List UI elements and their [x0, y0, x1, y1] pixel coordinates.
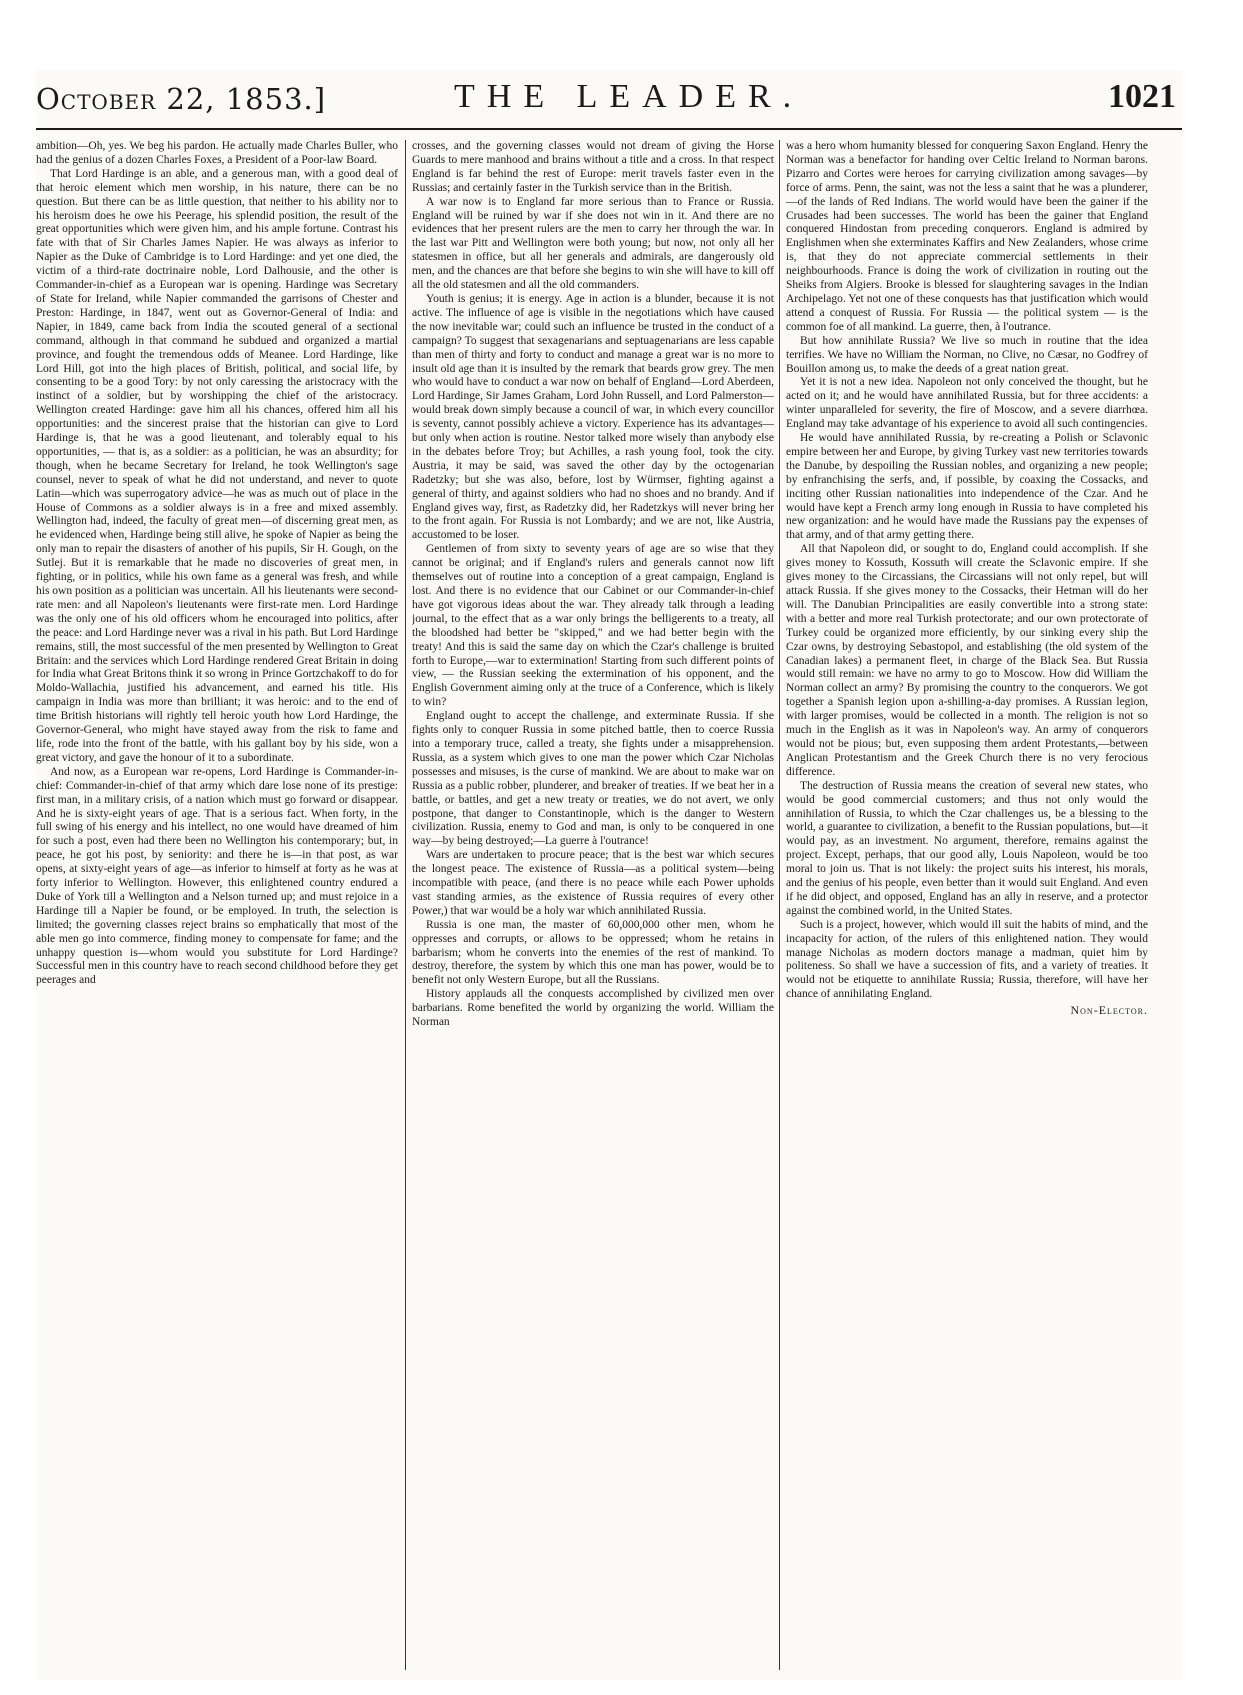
- column-3: [786, 140, 1148, 1670]
- paragraph: was a hero whom humanity blessed for conquering Saxon England. Henry the Norman was a benefactor for handing over Celtic Ireland to Norman barons. Pizarro and Cortes were heroes for carrying civilization among savages—by force of arms. Penn, the saint, was not the less a saint that he was a plunderer,—of the lands of Red Indians. The world would have been the gainer if the Crusades had been successes. The world has been the gainer that England conquered Hindostan from preceding conquerors. England is admired by Englishmen when she exterminates Kaffirs and New Zealanders, whose crime is, that they do not appreciate commercial settlements in their neighbourhoods. France is doing the work of civilization in routing out the Sheiks from Algiers. Brooke is blessed for slaughtering savages in the Indian Archipelago. Yet not one of these conquests has that justification which would attend a conquest of Russia. For Russia — the political system — is the common foe of all mankind. La guerre, then, à l'outrance.: [786, 140, 1148, 333]
- paragraph: The destruction of Russia means the creation of several new states, who would be good commercial customers; and thus not only would the annihilation of Russia, to which the Czar challenges us, be a blessing to the world, a guarantee to civilization, a benefit to the Russian populations, but—it would pay, as an investment. No argument, therefore, remains against the project. Except, perhaps, that our good ally, Louis Napoleon, would be too moral to join us. That is not likely: the project suits his interest, his morals, and the genius of his people, even better than it would suit England. And even if he did object, and opposed, England has an ally in reserve, and a protector against the combined world, in the United States.: [786, 779, 1148, 917]
- masthead: [36, 70, 1182, 130]
- paragraph: Yet it is not a new idea. Napoleon not only conceived the thought, but he acted on it; and he would have annihilated Russia, but for three accidents: a winter unparalleled for severity, the fire of Moscow, and a severe diarrhœa. England may take advantage of his experience to avoid all such contingencies.: [786, 376, 1148, 431]
- page-number: 1021: [1108, 78, 1176, 115]
- newspaper-page: [36, 70, 1182, 1680]
- paragraph: A war now is to England far more serious than to France or Russia. England will be ruined by war if she does not win in it. And there are no evidences that her present rulers are the men to carry her through the war. In the last war Pitt and Wellington were both young; but now, not only all her statesmen in office, but all her generals and admirals, are dangerously old men, and the chances are that before she begins to win she will have to kill off all the old statesmen and all the old commanders.: [412, 195, 774, 292]
- paragraph: crosses, and the governing classes would not dream of giving the Horse Guards to mere manhood and brains without a title and a cross. In that respect England is far behind the rest of Europe: merit travels faster even in the Russias; and certainly faster in the Turkish service than in the British.: [412, 140, 774, 194]
- paragraph: ambition—Oh, yes. We beg his pardon. He actually made Charles Buller, who had the genius of a dozen Charles Foxes, a President of a Poor-law Board.: [36, 140, 398, 166]
- author-signature: Non-Elector.: [1070, 1003, 1148, 1018]
- column-divider: [405, 140, 406, 1670]
- paragraph: All that Napoleon did, or sought to do, England could accomplish. If she gives money to Kossuth, Kossuth will create the Sclavonic empire. If she gives money to the Circassians, the Circassians will not only repel, but will attack Russia. If she gives money to the Cossacks, their Hetman will do her will. The Danubian Principalities are easily convertible into a strong state: with a better and more real Turkish protectorate; and our own protectorate of Turkey could be organized more efficiently, by our sinking every ship the Czar owns, by destroying Sebastopol, and establishing (the old system of the Canadian lakes) a permanent fleet, in charge of the Black Sea. But Russia would still remain: we have no army to go to Moscow. How did William the Norman collect an army? By promising the country to the conquerors. We got together a Spanish legion upon a-shilling-a-day promises. A Russian legion, with larger promises, would be collected in a month. The religion is not so much in the English as it was in Napoleon's way. An army of conquerors would not be pious; but, even supposing them ardent Protestants,—between Anglican Protestantism and the Greek Church there is no very ferocious difference.: [786, 543, 1148, 778]
- column-divider: [779, 140, 780, 1670]
- paragraph: England ought to accept the challenge, and exterminate Russia. If she fights only to conquer Russia in some pitched battle, then to coerce Russia into a temporary truce, called a treaty, she fights under a misapprehension. Russia, as a system which gives to one man the power which Czar Nicholas possesses and misuses, is the curse of mankind. We are about to make war on Russia as a public robber, plunderer, and breaker of treaties. If we beat her in a battle, or battles, and get a new treaty or treaties, we do not avert, we only postpone, that danger to Constantinople, which is the danger to Western civilization. Russia, enemy to God and man, is only to be conquered in one way—by being destroyed;—La guerre à l'outrance!: [412, 710, 774, 848]
- paragraph: Wars are undertaken to procure peace; that is the best war which secures the longest peace. The existence of Russia—as a political system—being incompatible with peace, (and there is no peace while each Power upholds vast standing armies, as the existence of Russia requires of every other Power,) that war would be a holy war which annihilated Russia.: [412, 849, 774, 917]
- paragraph: And now, as a European war re-opens, Lord Hardinge is Commander-in-chief: Commander-in-chief of that army which dare lose none of its prestige: first man, in a military crisis, of a nation which must go forward or disappear. And he is sixty-eight years of age. That is a serious fact. When forty, in the full swing of his energy and his intellect, no one would have dreamed of him for such a post, even had there been no Wellington his contemporary; but, in peace, he got his post, by seniority: and there he is—in that post, as war opens, at sixty-eight years of age—as inferior to himself at forty as he was at forty inferior to Wellington. However, this enlightened country endured a Duke of York till a Wellington and a Nelson turned up; and must rejoice in a Hardinge till a Napier be found, or be employed. In truth, the selection is limited; the governing classes reject brains so emphatically that most of the able men go into commerce, finding money to compensate for fame; and the unhappy question is—whom would you substitute for Lord Hardinge? Successful men in this country have to reach second childhood before they get peerages and: [36, 765, 398, 987]
- newspaper-title: THE LEADER.: [454, 78, 804, 115]
- column-1: [36, 140, 398, 1670]
- paragraph: Russia is one man, the master of 60,000,000 other men, whom he oppresses and corrupts, or allows to be oppressed; whom he retains in barbarism; whom he converts into the enemies of the rest of mankind. To destroy, therefore, the system by which this one man has power, would be to benefit not only Western Europe, but all the Russians.: [412, 918, 774, 987]
- paragraph: Gentlemen of from sixty to seventy years of age are so wise that they cannot be original; and if England's rulers and generals cannot now lift themselves out of routine into a conception of a great campaign, England is lost. And there is no evidence that our Cabinet or our Commander-in-chief have got vigorous ideas about the war. They already talk through a leading journal, to the effect that as a war only brings the belligerents to a treaty, all the bloodshed had better be "skipped," and we had better begin with the treaty! And this is said the same day on which the Czar's challenge is bruited forth to Europe,—war to extermination! Starting from such different points of view, — the Russian seeking the extermination of his opponent, and the English Government aiming only at the truce of a Conference, which is likely to win?: [412, 543, 774, 709]
- paragraph: Youth is genius; it is energy. Age in action is a blunder, because it is not active. The influence of age is visible in the negotiations which have caused the now inevitable war; could such an influence be trusted in the conduct of a campaign? To suggest that sexagenarians and septuagenarians are less capable than men of thirty and forty to conduct and manage a great war is no more to insult old age than it is insulted by the remark that beards grow grey. The men who would have to conduct a war now on behalf of England—Lord Aberdeen, Lord Hardinge, Sir James Graham, Lord John Russell, and Lord Palmerston—would break down simply because a council of war, in which every councillor is seventy, cannot possibly achieve a victory. Experience has its advantages—but only when action is routine. Nestor talked more wisely than anybody else in the debates before Troy; but Achilles, a rash young fool, took the city. Austria, it may be said, was saved the other day by the octogenarian Radetzky; but she was also, before, lost by Würmser, fighting against a general of thirty, and against soldiers who had no shoes and no brandy. And if England gives way, first, as Radetzky did, her Radetzkys will never bring her to the front again. For Russia is not Lombardy; and we are not, like Austria, accustomed to be loser.: [412, 292, 774, 542]
- article-columns: [36, 140, 1182, 1670]
- paragraph: He would have annihilated Russia, by re-creating a Polish or Sclavonic empire between her and Europe, by giving Turkey vast new territories towards the Danube, by despoiling the Russian nobles, and organizing a new people; by enfranchising the serfs, and, if possible, by coaxing the Cossacks, and inciting other Russian nationalities into independence of the Czar. And he would have kept a French army long enough in Russia to have completed his new organization: and he would have made the Russians pay the expenses of that army, and of that army getting there.: [786, 432, 1148, 542]
- paragraph: That Lord Hardinge is an able, and a generous man, with a good deal of that heroic element which men worship, in his nature, there can be no question. But there can be as little question, that neither to his ability nor to his heroism does he owe his Peerage, his splendid position, the result of the great opportunities which were given him, and his ample fortune. Contrast his fate with that of Sir Charles James Napier. He was always as inferior to Napier as the Duke of Cambridge is to Lord Hardinge: and yet one died, the victim of a third-rate doctrinaire noble, Lord Dalhousie, and the other is Commander-in-chief as a European war is opening. Hardinge was Secretary of State for Ireland, while Napier commanded the garrisons of Chester and Preston: Hardinge, in 1847, went out as Governor-General of India: and Napier, in 1849, came back from India the scouted general of a sectional command, although in that command he subdued and organized a martial province, and fought the tremendous odds of Meanee. Lord Hardinge, like Lord Hill, got into the high places of British, political, and social life, by consenting to be a good Tory: by not only caressing the aristocracy with the instinct of a soldier, but by worshipping the chief of the aristocracy. Wellington created Hardinge: gave him all his chances, offered him all his opportunities: and the sincerest praise that the historian can give to Lord Hardinge is, that he was a good lieutenant, and tolerably equal to his opportunities, — that is, as a soldier: as a politician, he was an absurdity; for though, when he became Secretary for Ireland, he took Wellington's sage counsel, never to speak of what he did not understand, and never to quote Latin—which was superrogatory advice—he was as much out of place in the House of Commons as a soldier always is in a free and mixed assembly. Wellington had, indeed, the faculty of great men—of discerning great men, as he evidenced when, Hardinge being still alive, he spoke of Napier as being the only man to repair the disasters of another of his pupils, Sir H. Gough, on the Sutlej. But it is remarkable that he made no discoveries of great men, in fighting, or in politics, while his own fame as a general was fresh, and while his own position as a politician was uncertain. All his lieutenants were second-rate men: and all Napoleon's lieutenants were first-rate men. Lord Hardinge was the only one of his old officers whom he encouraged into politics, after the peace: and Lord Hardinge never was a rival in his path. But Lord Hardinge remains, still, the most successful of the men presented by Wellington to Great Britain: and the services which Lord Hardinge rendered Great Britain in doing for India what Great Britons think it so wrong in Prince Gortzchakoff to do for Moldo-Wallachia, justified his advancement, and earned his title. His campaign in India was more than brilliant; it was heroic: and to the end of time British historians will rightly tell heroic youth how Lord Hardinge, the Governor-General, who might have stayed away from the risk to fame and life, rode into the front of the battle, with his gallant boy by his side, won a great victory, and gave the honour of it to a subordinate.: [36, 167, 398, 764]
- paragraph: But how annihilate Russia? We live so much in routine that the idea terrifies. We have no William the Norman, no Clive, no Cæsar, no Godfrey of Bouillon among us, to make the deeds of a great nation great.: [786, 334, 1148, 375]
- paragraph: Such is a project, however, which would ill suit the habits of mind, and the incapacity for action, of the rulers of this enlightened nation. They would manage Nicholas as modern doctors manage a madman, quiet him by politeness. So shall we have a succession of fits, and a variety of treaties. It would not be etiquette to annihilate Russia; Russia, therefore, will have her chance of annihilating England.: [786, 918, 1148, 1001]
- paragraph: History applauds all the conquests accomplished by civilized men over barbarians. Rome benefited the world by organizing the world. William the Norman: [412, 988, 774, 1029]
- column-2: [412, 140, 774, 1670]
- issue-date: October 22, 1853.]: [36, 82, 327, 116]
